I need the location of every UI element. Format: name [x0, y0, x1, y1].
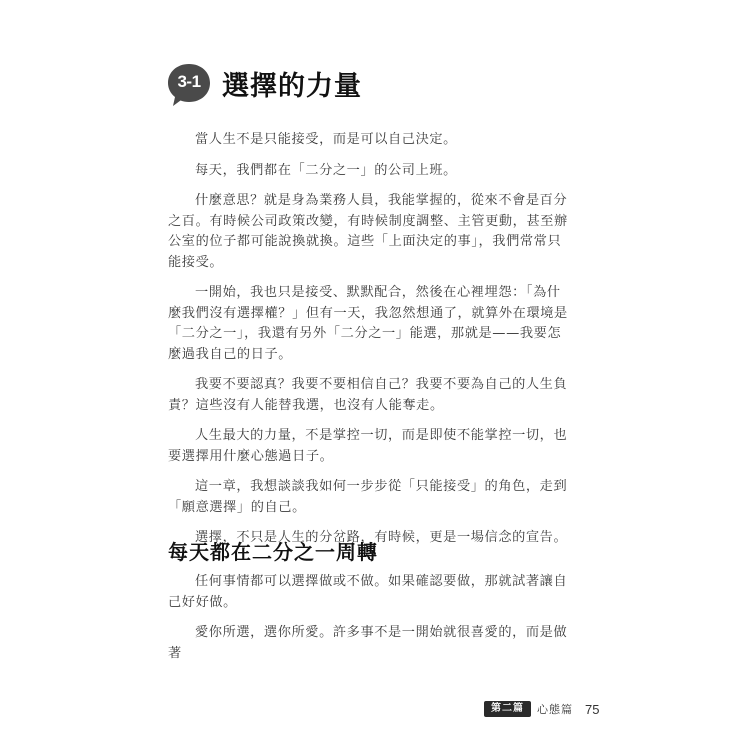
chapter-intro [168, 130, 570, 559]
paragraph: 每天，我們都在「二分之一」的公司上班。 [195, 162, 457, 178]
paragraph: 一開始，我也只是接受、默默配合，然後在心裡埋怨：「為什麼我們沒有選擇權？」但有一天，我忽然想通了，就算外在環境是「二分之一」，我還有另外「二分之一」能選，那就是——我要怎麼過我自己的日子。 [168, 285, 568, 362]
chapter-number-badge [166, 62, 212, 108]
part-name: 心態篇 [537, 703, 573, 716]
paragraph: 我要不要認真？我要不要相信自己？我要不要為自己的人生負責？這些沒有人能替我選，也沒有人能奪走。 [168, 377, 568, 413]
paragraph: 這一章，我想談談我如何一步步從「只能接受」的角色，走到「願意選擇」的自己。 [168, 479, 568, 515]
paragraph: 什麼意思？就是身為業務人員，我能掌握的，從來不會是百分之百。有時候公司政策改變，有時候制度調整、主管更動，甚至辦公室的位子都可能說換就換。這些「上面決定的事」，我們常常只能接受。 [168, 193, 568, 270]
paragraph: 選擇，不只是人生的分岔路，有時候，更是一場信念的宣告。 [195, 530, 568, 545]
part-badge: 第二篇 [484, 701, 531, 717]
page-number: 75 [585, 701, 600, 717]
paragraph: 當人生不是只能接受，而是可以自己決定。 [195, 132, 457, 147]
chapter-title: 選擇的力量 [222, 71, 362, 102]
section-body [168, 572, 570, 674]
section-title: 每天都在二分之一周轉 [168, 540, 378, 564]
paragraph: 愛你所選，選你所愛。許多事不是一開始就很喜愛的，而是做著 [168, 625, 568, 661]
page-footer [484, 700, 599, 718]
paragraph: 任何事情都可以選擇做或不做。如果確認要做，那就試著讓自己好好做。 [168, 574, 568, 610]
chapter-number: 3-1 [177, 72, 201, 91]
paragraph: 人生最大的力量，不是掌控一切，而是即使不能掌控一切，也要選擇用什麼心態過日子。 [168, 428, 568, 464]
